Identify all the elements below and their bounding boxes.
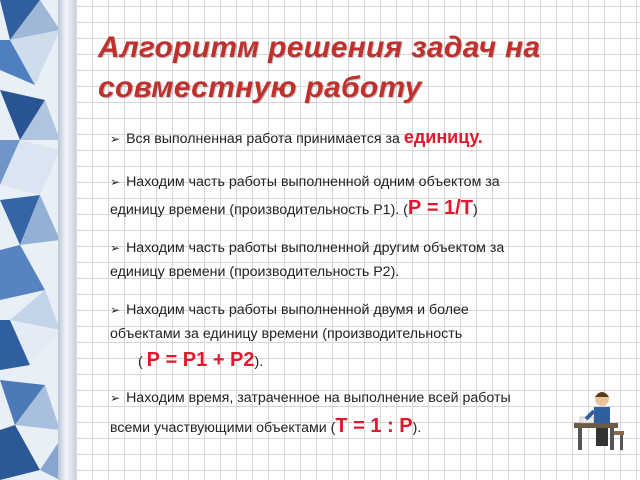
item-text: Находим часть работы выполненной одним объектом за xyxy=(126,174,500,190)
formula-time: Т = 1 : Р xyxy=(335,415,413,437)
list-item xyxy=(110,298,562,374)
item-text: ). xyxy=(412,420,422,436)
item-text: Находим время, затраченное на выполнение всей работы xyxy=(126,390,511,406)
list-item xyxy=(110,236,562,284)
item-text: Находим часть работы выполненной другим объектом за xyxy=(126,240,505,256)
title-line-2: совместную работу xyxy=(98,71,422,104)
item-text: Находим часть работы выполненной двумя и более xyxy=(126,302,469,318)
item-text: единицу времени (производительность Р1). ( xyxy=(110,202,408,218)
bullet-arrow-icon: ➢ xyxy=(110,391,121,405)
bullet-arrow-icon: ➢ xyxy=(110,303,121,317)
student-at-desk-icon xyxy=(566,383,626,453)
item-text: ) xyxy=(472,202,478,218)
formula-p: Р = 1/Т xyxy=(407,197,473,219)
list-item xyxy=(110,386,562,440)
separator-band xyxy=(58,0,76,480)
item-text: ). xyxy=(254,354,264,370)
bullet-arrow-icon: ➢ xyxy=(110,241,121,255)
item-text: единицу времени (производительность Р2). xyxy=(110,264,400,280)
page-title xyxy=(98,28,598,108)
item-text: объектами за единицу времени (производительность xyxy=(110,326,463,342)
bullet-arrow-icon: ➢ xyxy=(110,175,121,189)
bullet-arrow-icon: ➢ xyxy=(110,132,121,146)
list-item xyxy=(110,125,562,151)
title-line-1: Алгоритм решения задач на xyxy=(98,31,541,64)
item-highlight: единицу. xyxy=(403,127,483,147)
item-text: всеми участвующими объектами ( xyxy=(110,420,336,436)
formula-sum: Р = Р1 + Р2 xyxy=(146,349,255,371)
item-text: Вся выполненная работа принимается за xyxy=(126,131,404,147)
list-item xyxy=(110,170,562,222)
item-text: ( xyxy=(138,354,147,370)
